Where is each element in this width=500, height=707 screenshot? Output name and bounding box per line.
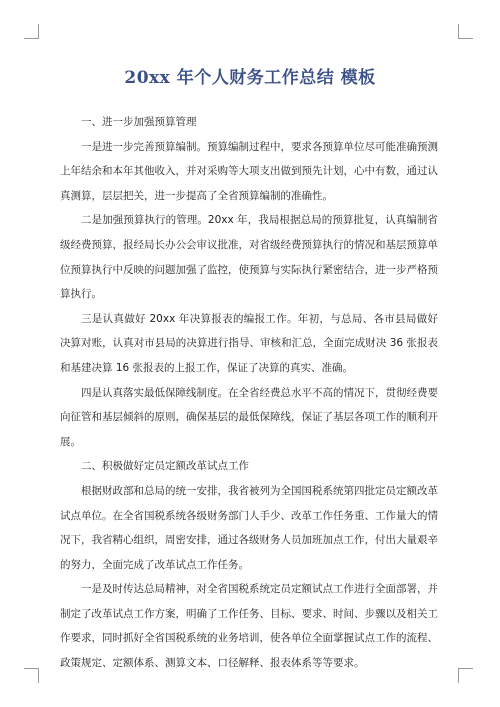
body-paragraph: 三是认真做好 20xx 年决算报表的编报工作。年初，与总局、各市县局做好决算对账，认真对市县局的决算进行指导、审核和汇总，全面完成财决 36 张报表和基建决算 16 张报表的上报工作，保证了决算的真实、准确。 [60,312,438,374]
body-paragraph: 四是认真落实最低保障线制度。在全省经费总水平不高的情况下，贯彻经费要向征管和基层倾斜的原则，确保基层的最低保障线，保证了基层各项工作的顺利开展。 [60,386,438,448]
document-title: 20xx 年个人财务工作总结 模板 [124,68,376,88]
section-heading: 一、进一步加强预算管理 [81,116,197,128]
crop-mark-bottom-right [458,668,473,683]
crop-mark-bottom-left [24,668,39,683]
crop-mark-top-right [458,24,473,39]
body-paragraph: 一是及时传达总局精神，对全省国税系统定员定额试点工作进行全面部署，并制定了改革试点工作方案，明确了工作任务、目标、要求、时间、步骤以及相关工作要求，同时抓好全省国税系统的业务培训，使各单位全面掌握试点工作的流程、政策规定、定额体系、测算文本、口径解释、报表体系等等要求。 [60,583,438,670]
body-paragraph: 根据财政部和总局的统一安排，我省被列为全国国税系统第四批定员定额改革试点单位。在全省国税系统各级财务部门人手少、改革工作任务重、工作量大的情况下，我省精心组织，周密安排，通过各级财务人员加班加点工作，付出大量艰辛的努力，全面完成了改革试点工作任务。 [60,484,438,571]
section-heading: 二、积极做好定员定额改革试点工作 [81,460,249,473]
document-body [60,110,438,676]
body-paragraph: 二是加强预算执行的管理。20xx 年，我局根据总局的预算批复，认真编制省级经费预算，报经局长办公会审议批准，对省级经费预算执行的情况和基层预算单位预算执行中反映的问题加强了监控，使预算与实际执行紧密结合，进一步严格预算执行。 [60,214,438,301]
crop-mark-top-left [24,24,39,39]
body-paragraph: 一是进一步完善预算编制。预算编制过程中，要求各预算单位尽可能准确预测上年结余和本年其他收入，并对采购等大项支出做到预先计划，心中有数，通过认真测算，层层把关，进一步提高了全省预算编制的准确性。 [60,140,438,202]
